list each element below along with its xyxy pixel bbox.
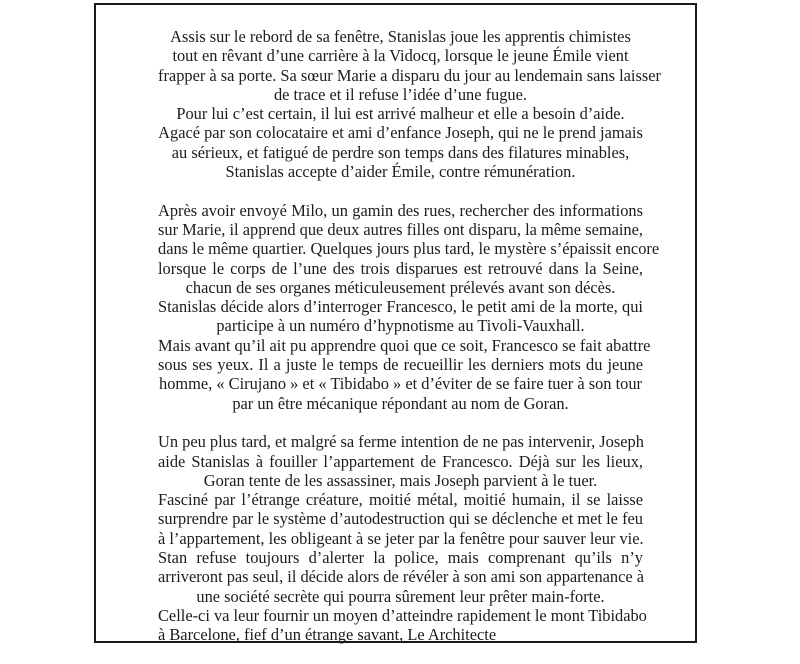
text-line: une société secrète qui pourra sûrement leur prêter main-forte. <box>196 586 605 606</box>
paragraph <box>158 200 660 413</box>
text-line: lorsque le corps de l’une des trois disparues est retrouvé dans la Seine, <box>158 258 643 278</box>
text-line: Assis sur le rebord de sa fenêtre, Stanislas joue les apprentis chimistes <box>170 27 631 46</box>
paragraph <box>158 432 647 645</box>
text-line: Fasciné par l’étrange créature, moitié métal, moitié humain, il se laisse <box>158 490 643 510</box>
text-line: au sérieux, et fatigué de perdre son temps dans des filatures minables, <box>171 142 630 162</box>
text-line: Après avoir envoyé Milo, un gamin des rues, rechercher des informations <box>158 200 643 220</box>
paragraph <box>158 27 661 182</box>
text-line: sous ses yeux. Il a juste le temps de recueillir les derniers mots du jeune <box>158 355 643 375</box>
text-line: Stanislas décide alors d’interroger Francesco, le petit ami de la morte, qui <box>158 297 643 317</box>
text-line: homme, « Cirujano » et « Tibidabo » et d’éviter de se faire tuer à son tour <box>159 374 642 394</box>
text-line: dans le même quartier. Quelques jours plus tard, le mystère s’épaissit encore <box>158 239 660 259</box>
text-line: par un être mécanique répondant au nom de Goran. <box>232 393 569 413</box>
text-line: Goran tente de les assassiner, mais Joseph parvient à le tuer. <box>203 470 598 490</box>
text-line: à Barcelone, fief d’un étrange savant, Le Architecte <box>158 625 497 645</box>
text-line: sur Marie, il apprend que deux autres filles ont disparu, la même semaine, <box>158 219 643 239</box>
synopsis-text <box>158 27 661 664</box>
text-line: Un peu plus tard, et malgré sa ferme intention de ne pas intervenir, Joseph <box>158 432 644 452</box>
text-line: à l’appartement, les obligeant à se jeter par la fenêtre pour sauver leur vie. <box>158 528 644 548</box>
text-line: participe à un numéro d’hypnotisme au Tivoli-Vauxhall. <box>216 316 585 336</box>
text-line: Mais avant qu’il ait pu apprendre quoi que ce soit, Francesco se fait abattre <box>158 335 651 355</box>
text-line: Pour lui c’est certain, il lui est arrivé malheur et elle a besoin d’aide. <box>176 104 625 124</box>
text-line: tout en rêvant d’une carrière à la Vidocq, lorsque le jeune Émile vient <box>172 46 629 66</box>
text-line: surprendre par le système d’autodestruction qui se déclenche et met le feu <box>158 509 643 529</box>
text-line: Agacé par son colocataire et ami d’enfance Joseph, qui ne le prend jamais <box>158 123 643 143</box>
text-line: arriveront pas seul, il décide alors de révéler à son ami son appartenance à <box>158 567 645 587</box>
text-line: de trace et il refuse l’idée d’une fugue. <box>273 84 527 104</box>
text-line: chacun de ses organes méticuleusement prélevés avant son décès. <box>185 277 616 297</box>
text-line: Stan refuse toujours d’alerter la police, mais comprenant qu’ils n’y <box>158 548 643 568</box>
text-line: frapper à sa porte. Sa sœur Marie a disparu du jour au lendemain sans laisser <box>158 65 661 85</box>
text-line: aide Stanislas à fouiller l’appartement de Francesco. Déjà sur les lieux, <box>158 451 643 471</box>
text-line: Celle-ci va leur fournir un moyen d’atteindre rapidement le mont Tibidabo <box>158 605 647 625</box>
text-line: Stanislas accepte d’aider Émile, contre rémunération. <box>225 162 576 182</box>
